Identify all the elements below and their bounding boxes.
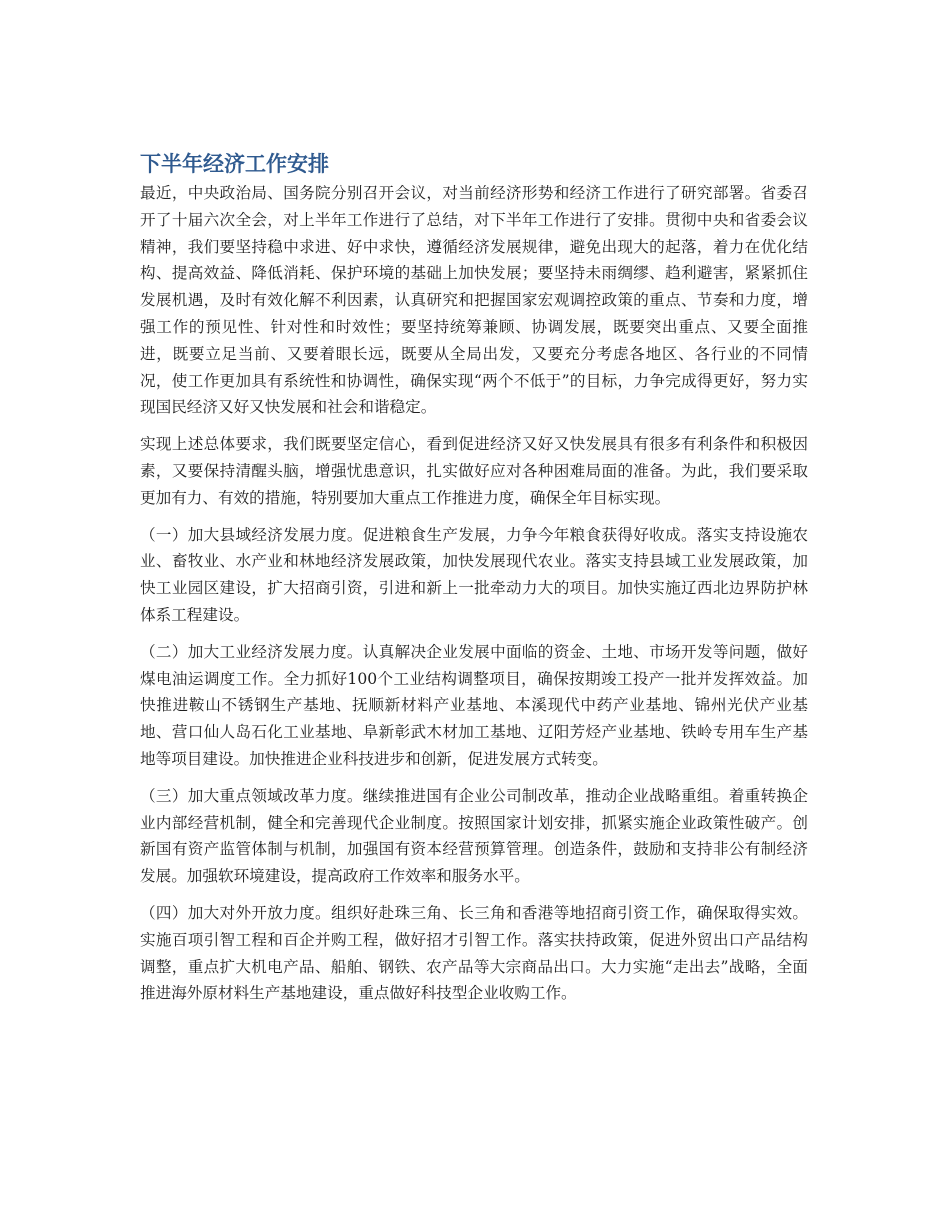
paragraph-requirements: 实现上述总体要求，我们既要坚定信心，看到促进经济又好又快发展具有很多有利条件和积极因素，又要保持清醒头脑，增强忧患意识，扎实做好应对各种困难局面的准备。为此，我们要采取更加有力、有效的措施，特别要加大重点工作推进力度，确保全年目标实现。 xyxy=(140,435,808,507)
paragraph-intro: 最近，中央政治局、国务院分别召开会议，对当前经济形势和经济工作进行了研究部署。省委召开了十届六次全会，对上半年工作进行了总结，对下半年工作进行了安排。贯彻中央和省委会议精神，我们要坚持稳中求进、好中求快，遵循经济发展规律，避免出现大的起落，着力在优化结构、提高效益、降低消耗、保护环境的基础上加快发展；要坚持未雨绸缪、趋利避害，紧紧抓住发展机遇，及时有效化解不利因素，认真研究和把握国家宏观调控政策的重点、节奏和力度，增强工作的预见性、针对性和时效性；要坚持统筹兼顾、协调发展，既要突出重点、又要全面推进，既要立足当前、又要着眼长远，既要从全局出发，又要充分考虑各地区、各行业的不同情况，使工作更加具有系统性和协调性，确保实现“两个不低于”的目标，力争完成得更好，努力实现国民经济又好又快发展和社会和谐稳定。 xyxy=(140,184,808,417)
document-page xyxy=(140,148,808,1017)
document-title: 下半年经济工作安排 xyxy=(140,152,329,176)
paragraph-opening-up: （四）加大对外开放力度。组织好赴珠三角、长三角和香港等地招商引资工作，确保取得实效。实施百项引智工程和百企并购工程，做好招才引智工作。落实扶持政策，促进外贸出口产品结构调整，重点扩大机电产品、船舶、钢铁、农产品等大宗商品出口。大力实施“走出去”战略，全面推进海外原材料生产基地建设，重点做好科技型企业收购工作。 xyxy=(140,903,808,1003)
paragraph-industrial-economy: （二）加大工业经济发展力度。认真解决企业发展中面临的资金、土地、市场开发等问题，做好煤电油运调度工作。全力抓好100个工业结构调整项目，确保按期竣工投产一批并发挥效益。加快推进鞍山不锈钢生产基地、抚顺新材料产业基地、本溪现代中药产业基地、锦州光伏产业基地、营口仙人岛石化工业基地、阜新彰武木材加工基地、辽阳芳烃产业基地、铁岭专用车生产基地等项目建设。加快推进企业科技进步和创新，促进发展方式转变。 xyxy=(140,642,808,768)
paragraph-reform: （三）加大重点领域改革力度。继续推进国有企业公司制改革，推动企业战略重组。着重转换企业内部经营机制，健全和完善现代企业制度。按照国家计划安排，抓紧实施企业政策性破产。创新国有资产监管体制与机制，加强国有资本经营预算管理。创造条件，鼓励和支持非公有制经济发展。加强软环境建设，提高政府工作效率和服务水平。 xyxy=(140,786,808,886)
paragraph-county-economy: （一）加大县域经济发展力度。促进粮食生产发展，力争今年粮食获得好收成。落实支持设施农业、畜牧业、水产业和林地经济发展政策，加快发展现代农业。落实支持县域工业发展政策，加快工业园区建设，扩大招商引资，引进和新上一批牵动力大的项目。加快实施辽西北边界防护林体系工程建设。 xyxy=(140,525,808,624)
